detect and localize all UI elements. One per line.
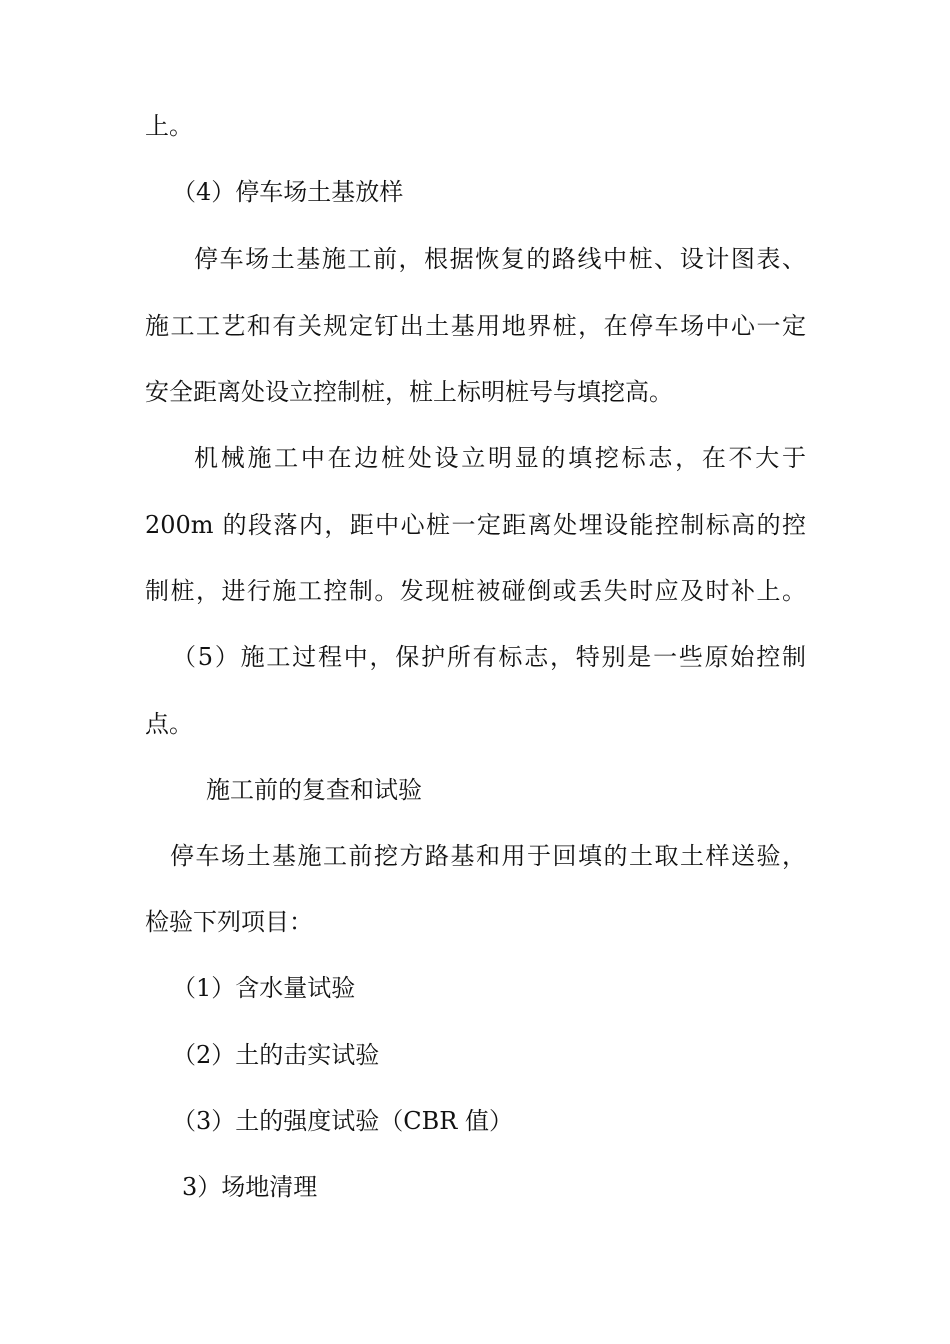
paragraph-line: 200m 的段落内，距中心桩一定距离处埋设能控制标高的控 xyxy=(145,511,806,539)
list-item: （2）土的击实试验 xyxy=(172,1041,380,1069)
list-item: （1）含水量试验 xyxy=(172,974,356,1002)
paragraph-line: 停车场土基施工前，根据恢复的路线中桩、设计图表、 xyxy=(194,245,806,273)
section-heading: 3）场地清理 xyxy=(182,1173,318,1201)
text-line: 上。 xyxy=(145,112,193,140)
paragraph-line: 检验下列项目： xyxy=(145,908,313,936)
section-heading: （4）停车场土基放样 xyxy=(172,178,404,206)
section-heading: 施工前的复查和试验 xyxy=(206,776,422,804)
paragraph-line: 制桩，进行施工控制。发现桩被碰倒或丢失时应及时补上。 xyxy=(145,577,806,605)
paragraph-line: 机械施工中在边桩处设立明显的填挖标志，在不大于 xyxy=(194,444,806,472)
paragraph-line: 安全距离处设立控制桩，桩上标明桩号与填挖高。 xyxy=(145,378,673,406)
paragraph-line: 施工工艺和有关规定钉出土基用地界桩，在停车场中心一定 xyxy=(145,312,806,340)
paragraph-line: （5）施工过程中，保护所有标志，特别是一些原始控制 xyxy=(172,643,806,671)
list-item: （3）土的强度试验（CBR 值） xyxy=(172,1107,513,1135)
paragraph-line: 点。 xyxy=(145,710,193,738)
paragraph-line: 停车场土基施工前挖方路基和用于回填的土取土样送验， xyxy=(170,842,806,870)
